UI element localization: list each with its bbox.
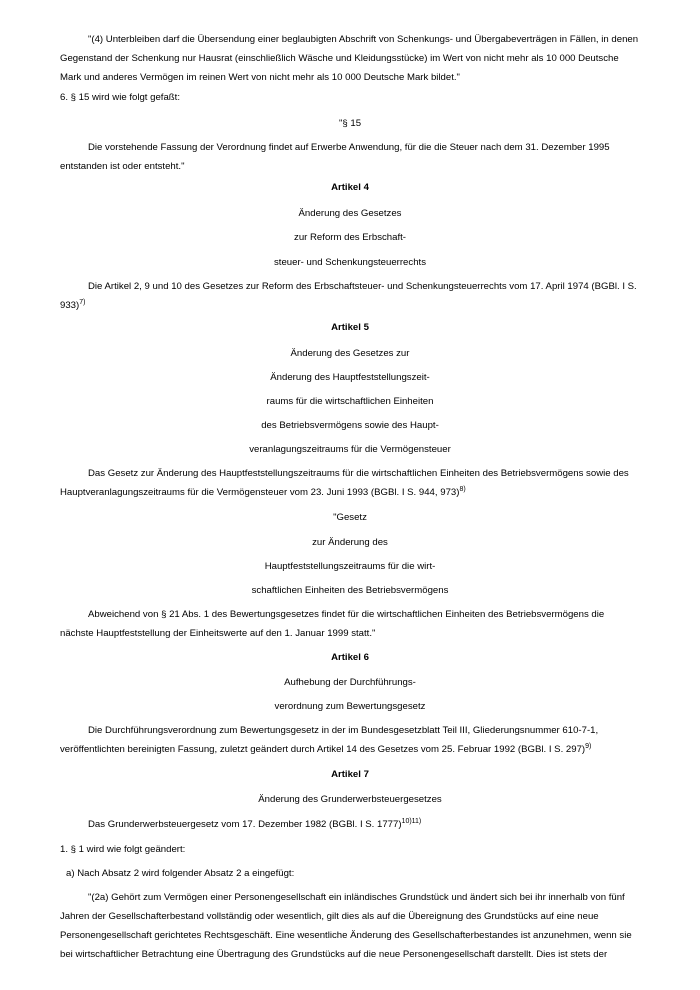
article-5-subtitle-2: Änderung des Hauptfeststellungszeit- [270, 372, 430, 383]
article-6-heading: Artikel 6 [331, 652, 369, 663]
footnote-9: 9) [585, 743, 592, 750]
quoted-law-title-4: schaftlichen Einheiten des Betriebsvermögens [251, 585, 449, 596]
article-5-subtitle-5: veranlagungszeitraums für die Vermögensteuer [249, 444, 451, 455]
article-4-heading: Artikel 4 [331, 182, 369, 193]
list-item-6: 6. § 15 wird wie folgt gefaßt: [60, 92, 180, 103]
article-5-body-2: Abweichend von § 21 Abs. 1 des Bewertungsgesetzes findet für die wirtschaftlichen Einheiten des Betriebsvermögens die nächste Hauptfeststellung der Einheitswerte auf den 1. Januar 1999 statt." [60, 609, 605, 639]
paragraph-absatz-2a: "(2a) Gehört zum Vermögen einer Personengesellschaft ein inländisches Grundstück und ändert sich bei ihr innerhalb von fünf Jahren der Gesellschafterbestand vollständig oder wesentlich, gilt dies als auf die Übereignung des Grundstücks auf eine neue Personengesellschaft gerichtetes Rechtsgeschäft. Eine wesentliche Änderung des Gesellschafterbestandes ist anzunehmen, wenn sie bei wirtschaftlicher Betrachtung eine Übertragung des Grundstücks auf die neue Personengesellschaft darstellt. Dies ist stets der [60, 892, 632, 960]
article-7-subtitle-1: Änderung des Grunderwerbsteuergesetzes [258, 794, 442, 805]
list-item-1: 1. § 1 wird wie folgt geändert: [60, 844, 186, 855]
paragraph-absatz-4: "(4) Unterbleiben darf die Übersendung einer beglaubigten Abschrift von Schenkungs- und Übergabeverträgen in Fällen, in denen Gegenstand der Schenkung nur Hausrat (einschließlich Wäsche und Kleidungsstücke) im Wert von nicht mehr als 10 000 Deutsche Mark und anderes Vermögen im reinen Wert von nicht mehr als 10 000 Deutsche Mark bildet." [60, 34, 639, 83]
article-5-body: Das Gesetz zur Änderung des Hauptfeststellungszeitraums für die wirtschaftlichen Einheiten des Betriebsvermögens sowie des Hauptveranlagungszeitraums für die Vermögensteuer vom 23. Juni 1993 (BGBl. I S. 944, 973)$^{8)}$ [60, 468, 629, 498]
article-4-subtitle-3: steuer- und Schenkungsteuerrechts [274, 257, 426, 268]
paragraph-15-text: Die vorstehende Fassung der Verordnung findet auf Erwerbe Anwendung, für die die Steuer nach dem 31. Dezember 1995 entstanden ist oder entsteht." [60, 142, 610, 172]
list-item-1a: a) Nach Absatz 2 wird folgender Absatz 2 a eingefügt: [66, 868, 295, 879]
article-7-body: Das Grunderwerbsteuergesetz vom 17. Dezember 1982 (BGBl. I S. 1777)$^{10)11)}$ [88, 818, 422, 830]
footnote-10-11: 10)11) [401, 818, 422, 825]
article-7-heading: Artikel 7 [331, 769, 369, 780]
quoted-law-title-3: Hauptfeststellungszeitraums für die wirt- [264, 561, 436, 572]
quoted-law-title-2: zur Änderung des [312, 537, 388, 548]
article-4-subtitle-2: zur Reform des Erbschaft- [294, 232, 406, 243]
article-6-subtitle-2: verordnung zum Bewertungsgesetz [274, 701, 426, 712]
article-5-subtitle-1: Änderung des Gesetzes zur [290, 348, 410, 359]
article-4-body: Die Artikel 2, 9 und 10 des Gesetzes zur Reform des Erbschaftsteuer- und Schenkungsteuerrechts vom 17. April 1974 (BGBl. I S. 933)$^{7)}$ [60, 281, 637, 311]
footnote-8: 8) [459, 486, 466, 493]
article-5-heading: Artikel 5 [331, 322, 369, 333]
article-5-subtitle-4: des Betriebsvermögens sowie des Haupt- [261, 420, 439, 431]
article-4-subtitle-1: Änderung des Gesetzes [298, 208, 402, 219]
footnote-7: 7) [79, 299, 86, 306]
article-5-subtitle-3: raums für die wirtschaftlichen Einheiten [266, 396, 434, 407]
section-mark-15: "§ 15 [338, 118, 362, 129]
quoted-law-title-1: "Gesetz [333, 512, 367, 523]
article-6-subtitle-1: Aufhebung der Durchführungs- [284, 677, 416, 688]
article-6-body: Die Durchführungsverordnung zum Bewertungsgesetz in der im Bundesgesetzblatt Teil III, Gliederungsnummer 610-7-1, veröffentlichten bereinigten Fassung, zuletzt geändert durch Artikel 14 des Gesetzes vom 25. Februar 1992 (BGBl. I S. 297)$^{9)}$ [60, 725, 599, 755]
